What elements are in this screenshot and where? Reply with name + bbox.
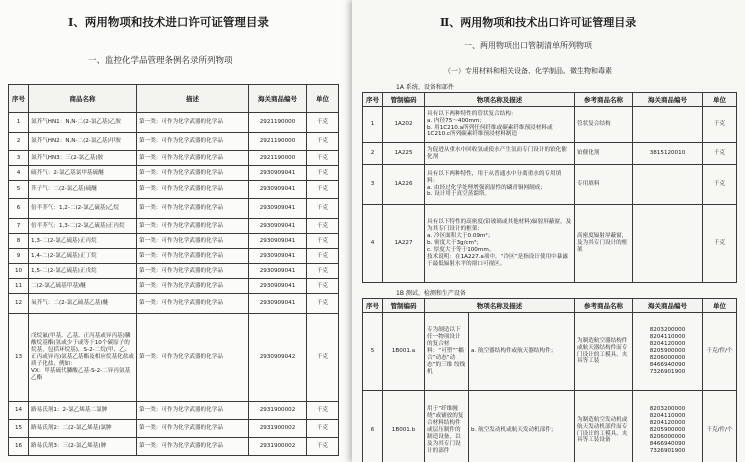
reference-name: 高密度辐射屏蔽窗，及为其专门设计的框架 <box>575 205 633 283</box>
unit: 千克 <box>307 133 339 151</box>
row-number: 1 <box>363 107 383 143</box>
row-number: 16 <box>9 438 29 456</box>
description: 第一类：可作为化学武器的化学品 <box>137 219 249 234</box>
column-header: 单位 <box>307 85 339 113</box>
table-row <box>9 264 339 279</box>
description: 第一类：可作为化学武器的化学品 <box>137 264 249 279</box>
control-code: 1A225 <box>383 143 425 165</box>
unit: 千克/件/个 <box>703 391 737 462</box>
customs-code <box>633 205 703 283</box>
unit: 千克 <box>307 219 339 234</box>
item-description: 为促进从重水中回收氢或使水产生氢而专门设计的铂化催化剂 <box>425 143 575 165</box>
column-header: 单位 <box>703 299 737 313</box>
row-number: 2 <box>9 133 29 151</box>
product-name: 1,4-二(2-氯乙硫基)正丁烷 <box>29 249 137 264</box>
description: 第一类：可作为化学武器的化学品 <box>137 249 249 264</box>
product-name: 氮芥气HN3：三(2-氯乙基)胺 <box>29 151 137 166</box>
description: 第一类：可作为化学武器的化学品 <box>137 181 249 199</box>
row-number: 14 <box>9 402 29 420</box>
description: 第一类：可作为化学武器的化学品 <box>137 314 249 402</box>
table-row <box>9 438 339 456</box>
control-code: 1A226 <box>383 165 425 205</box>
unit: 千克 <box>703 205 737 283</box>
customs-code <box>633 107 703 143</box>
unit: 千克 <box>307 402 339 420</box>
row-number: 12 <box>9 294 29 314</box>
unit: 千克 <box>307 249 339 264</box>
reference-name: 专用填料 <box>575 165 633 205</box>
left-page <box>0 0 370 462</box>
customs-code: 8203200000 8204110000 8204120000 8205900000 8206000000 8466940090 7326901900 <box>633 391 703 462</box>
unit: 千克 <box>703 165 737 205</box>
item-description: 专为制造以下任一物项设计的复合材料：“可塑”“耦合”动态“动态”的三维 绞线机 <box>425 313 469 391</box>
column-header: 描述 <box>137 85 249 113</box>
unit: 千克 <box>307 113 339 133</box>
product-name: 硫芥气：2-氯乙基氯甲基硫醚 <box>29 166 137 181</box>
customs-code: 2921190000 <box>249 113 307 133</box>
export-catalog-subtitle: 一、两用物项出口管制清单所列物项 <box>464 41 592 50</box>
unit: 千克 <box>307 234 339 249</box>
item-sub-description: b. 航空发动机或航天发动机部件； <box>469 391 575 462</box>
customs-code: 2931900002 <box>249 402 307 420</box>
customs-code: 2931900002 <box>249 420 307 438</box>
column-header: 参考商品名称 <box>575 93 633 107</box>
table-row <box>9 249 339 264</box>
unit: 千克 <box>307 294 339 314</box>
item-description: 用于“纤维缠绕”或铺放的复合材料结构件或层压制件的制造设备，以及为其专门设计的部件 <box>425 391 469 462</box>
product-name: 芥子气：二(2-氯乙基)硫醚 <box>29 181 137 199</box>
table-row <box>9 314 339 402</box>
customs-code: 8203200000 8204110000 8204120000 8205900000 8206000000 8466940090 7326901900 <box>633 313 703 391</box>
customs-code: 2930909041 <box>249 219 307 234</box>
description: 第一类：可作为化学武器的化学品 <box>137 151 249 166</box>
customs-code: 2931900002 <box>249 438 307 456</box>
unit: 千克 <box>307 264 339 279</box>
table-row <box>9 219 339 234</box>
row-number: 4 <box>9 166 29 181</box>
row-number: 9 <box>9 249 29 264</box>
control-code: 1A227 <box>383 205 425 283</box>
description: 第一类：可作为化学武器的化学品 <box>137 166 249 181</box>
column-header: 单位 <box>703 93 737 107</box>
column-header: 海关商品编号 <box>249 85 307 113</box>
customs-code: 2921190000 <box>249 151 307 166</box>
unit: 千克 <box>307 438 339 456</box>
table-row <box>9 402 339 420</box>
row-number: 10 <box>9 264 29 279</box>
product-name: 氧芥气：二(2-氯乙硫基乙基)醚 <box>29 294 137 314</box>
description: 第一类：可作为化学武器的化学品 <box>137 133 249 151</box>
group-heading-1b: 1B 测试、检测和生产设备 <box>396 290 466 297</box>
table-row <box>9 199 339 219</box>
description: 第一类：可作为化学武器的化学品 <box>137 294 249 314</box>
table-row <box>9 181 339 199</box>
column-header: 物项名称及描述 <box>425 93 575 107</box>
item-sub-description: a. 航空器结构件或航天器结构件； <box>469 313 575 391</box>
control-code: 1A202 <box>383 107 425 143</box>
product-name: 路易氏剂2：二(2-氯乙烯基)氯胂 <box>29 420 137 438</box>
description: 第一类：可作为化学武器的化学品 <box>137 438 249 456</box>
product-name: 氮芥气HN2：N,N-二(2-氯乙基)甲胺 <box>29 133 137 151</box>
column-header: 序号 <box>363 93 383 107</box>
row-number: 7 <box>9 219 29 234</box>
unit: 千克 <box>307 420 339 438</box>
row-number: 3 <box>363 165 383 205</box>
table-row <box>363 107 737 143</box>
product-name: 1,5-二(2-氯乙硫基)正戊烷 <box>29 264 137 279</box>
reference-name: 为制造航空器结构件或航天器结构件而专门设计的工模具、夹具等工装 <box>575 313 633 391</box>
item-description: 具有以下两种特性，用于从普通水中分离重水的专用填料： a. 由经过化学处理增强润湿性的磷青铜网制成； b. 设计用于真空蒸馏塔。 <box>425 165 575 205</box>
column-header: 管制编码 <box>383 299 425 313</box>
import-catalog-subtitle: 一、监控化学品管理条例名录所列物项 <box>88 56 233 66</box>
row-number: 3 <box>9 151 29 166</box>
import-catalog-title: Ⅰ、两用物项和技术进口许可证管理目录 <box>68 15 269 29</box>
row-number: 8 <box>9 234 29 249</box>
group-heading-1a: 1A 系统、设备和部件 <box>396 84 454 91</box>
table-row <box>363 143 737 165</box>
row-number: 2 <box>363 143 383 165</box>
control-code: 1B001.b <box>383 391 425 462</box>
unit: 千克 <box>703 107 737 143</box>
description: 第一类：可作为化学武器的化学品 <box>137 234 249 249</box>
product-name: 1,3-二(2-氯乙硫基)正丙烷 <box>29 234 137 249</box>
reference-name: 为制造航空发动机或航天发动机部件而专门设计的工模具、夹具等工装设备 <box>575 391 633 462</box>
description: 第一类：可作为化学武器的化学品 <box>137 402 249 420</box>
column-header: 序号 <box>9 85 29 113</box>
description: 第一类：可作为化学武器的化学品 <box>137 113 249 133</box>
customs-code: 2930909042 <box>249 314 307 402</box>
product-name: 戊烷氟(甲基、乙基、正丙基或异丙基)膦酸烷基酯(氢或少于或等于10个碳原子的烷基，包括环烷基)，S-2-二烷(甲、乙、正丙或异丙)氨基乙基酯及相应烷基化盐或质子化盐，例如： VX：甲基硫代膦酸乙基-S-2-二异丙氨基乙酯 <box>29 314 137 402</box>
product-name: 二(2-氯乙硫基甲基)醚 <box>29 279 137 294</box>
customs-code: 2930909041 <box>249 279 307 294</box>
export-section-heading: （一）专用材料和相关设备、化学制品、微生物和毒素 <box>444 67 612 75</box>
row-number: 6 <box>363 391 383 462</box>
customs-code <box>633 165 703 205</box>
customs-code: 2930909041 <box>249 264 307 279</box>
column-header: 商品名称 <box>29 85 137 113</box>
unit: 千克 <box>307 279 339 294</box>
row-number: 15 <box>9 420 29 438</box>
column-header: 物项名称及描述 <box>425 299 575 313</box>
customs-code: 2930909041 <box>249 249 307 264</box>
table-row <box>9 294 339 314</box>
customs-code: 2930909041 <box>249 181 307 199</box>
product-name: 路易氏剂1：2-氯乙烯基二氯胂 <box>29 402 137 420</box>
product-name: 倍半芥气：1,3-二(2-氯乙硫基)正丙烷 <box>29 219 137 234</box>
row-number: 11 <box>9 279 29 294</box>
column-header: 海关商品编号 <box>633 93 703 107</box>
reference-name: 铂催化剂 <box>575 143 633 165</box>
unit: 千克 <box>307 151 339 166</box>
table-row <box>9 151 339 166</box>
unit: 千克/件/个 <box>703 313 737 391</box>
customs-code: 2930909041 <box>249 166 307 181</box>
description: 第一类：可作为化学武器的化学品 <box>137 420 249 438</box>
unit: 千克 <box>307 166 339 181</box>
column-header: 参考商品名称 <box>575 299 633 313</box>
column-header: 管制编码 <box>383 93 425 107</box>
table-row <box>363 391 737 462</box>
table-row <box>9 113 339 133</box>
row-number: 4 <box>363 205 383 283</box>
product-name: 倍半芥气：1,2-二(2-氯乙硫基)乙烷 <box>29 199 137 219</box>
table-row <box>9 234 339 249</box>
column-header: 海关商品编号 <box>633 299 703 313</box>
table-row <box>363 165 737 205</box>
export-items-table-1b <box>362 298 737 462</box>
control-code: 1B001.a <box>383 313 425 391</box>
row-number: 1 <box>9 113 29 133</box>
customs-code: 2921190000 <box>249 133 307 151</box>
table-row <box>9 166 339 181</box>
export-catalog-title: Ⅱ、两用物项和技术出口许可证管理目录 <box>440 16 637 29</box>
unit: 千克 <box>703 143 737 165</box>
table-row <box>9 279 339 294</box>
description: 第一类：可作为化学武器的化学品 <box>137 199 249 219</box>
table-row <box>9 133 339 151</box>
unit: 千克 <box>307 181 339 199</box>
description: 第一类：可作为化学武器的化学品 <box>137 279 249 294</box>
customs-code: 2930909041 <box>249 199 307 219</box>
item-description: 具有以下特性的高密度(铅玻璃或其他材料)辐射屏蔽窗，及为其专门设计的框架： a. 冷区面积大于0.09m²； b. 密度大于3g/cm³； c. 厚度大于等于100mm。 技术说明：在1A227.a项中，“冷区”是指设计使用中暴露于最低辐射水平的窗口可视区。 <box>425 205 575 283</box>
row-number: 5 <box>363 313 383 391</box>
unit: 千克 <box>307 199 339 219</box>
product-name: 氮芥气HN1：N,N-二(2-氯乙基)乙胺 <box>29 113 137 133</box>
table-row <box>9 420 339 438</box>
import-items-table <box>8 84 339 456</box>
table-row <box>363 313 737 391</box>
export-items-table-1a <box>362 92 737 283</box>
table-row <box>363 205 737 283</box>
item-description: 具有以下两种特性的管状复合结构： a. 内径75～400mm； b. 用1C210.a所列任何纤维或碳素纤维预浸材料或1C210.c所列碳素纤维预浸材料制造 <box>425 107 575 143</box>
row-number: 6 <box>9 199 29 219</box>
customs-code: 2930909041 <box>249 234 307 249</box>
customs-code: 3815120010 <box>633 143 703 165</box>
reference-name: 管状复合结构 <box>575 107 633 143</box>
row-number: 13 <box>9 314 29 402</box>
right-page <box>352 0 745 462</box>
product-name: 路易氏剂3：三(2-氯乙烯基)胂 <box>29 438 137 456</box>
unit: 千克 <box>307 314 339 402</box>
customs-code: 2930909041 <box>249 294 307 314</box>
row-number: 5 <box>9 181 29 199</box>
column-header: 序号 <box>363 299 383 313</box>
